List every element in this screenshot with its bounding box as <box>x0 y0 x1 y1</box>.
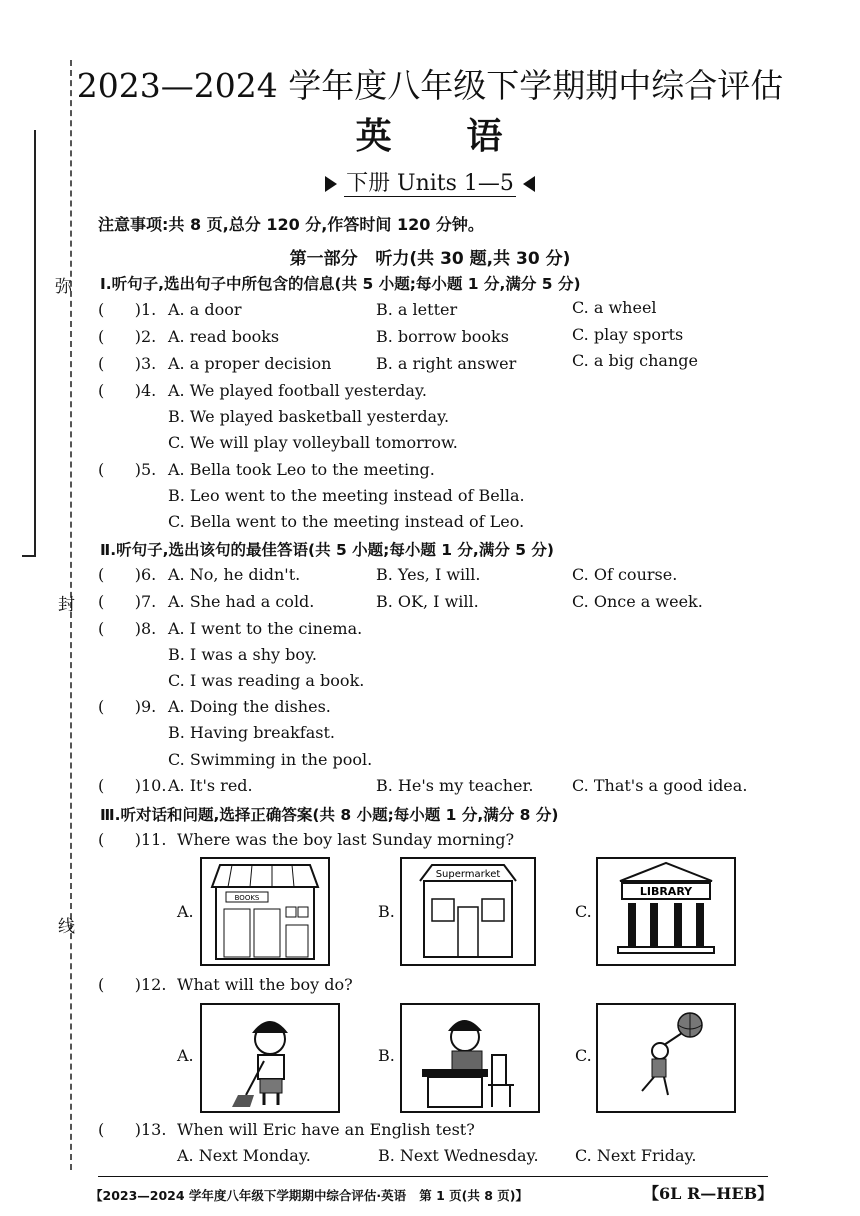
q5-number: ( )5. <box>98 460 157 479</box>
margin-char-feng: 封 <box>58 595 75 615</box>
subject-title: 英 语 <box>355 115 505 157</box>
section2-title: Ⅱ.听句子,选出该句的最佳答语(共 5 小题;每小题 1 分,满分 5 分) <box>100 541 554 559</box>
q2-number: ( )2. <box>98 327 157 346</box>
library-icon <box>598 859 734 964</box>
q2-option-b: B. borrow books <box>376 327 509 346</box>
part1-title: 第一部分 听力(共 30 题,共 30 分) <box>289 249 571 269</box>
q8-number: ( )8. <box>98 619 157 638</box>
q13-option-c: C. Next Friday. <box>575 1146 697 1165</box>
q10-option-b: B. He's my teacher. <box>376 776 534 795</box>
q11-image-a <box>200 857 330 966</box>
q7-option-b: B. OK, I will. <box>376 592 479 611</box>
cut-line <box>70 60 72 1170</box>
q11-label-b: B. <box>378 902 395 921</box>
q11-label-a: A. <box>177 902 194 921</box>
q12-image-a <box>200 1003 340 1113</box>
footer-rule <box>98 1176 768 1177</box>
q12-label-b: B. <box>378 1046 395 1065</box>
binding-tick <box>22 555 36 557</box>
q12-label-a: A. <box>177 1046 194 1065</box>
footer-text: 【2023—2024 学年度八年级下学期期中综合评估·英语 第 1 页(共 8 页)】 <box>90 1188 528 1203</box>
q7-option-c: C. Once a week. <box>572 592 703 611</box>
q11-question: Where was the boy last Sunday morning? <box>177 830 515 849</box>
supermarket-sign: Supermarket <box>435 869 501 880</box>
scope-text: 下册 Units 1—5 <box>346 171 514 196</box>
q4-option-b: B. We played basketball yesterday. <box>168 407 450 426</box>
q8-option-b: B. I was a shy boy. <box>168 645 318 664</box>
q11-number: ( )11. <box>98 830 167 849</box>
supermarket-icon <box>402 859 534 964</box>
q9-number: ( )9. <box>98 697 157 716</box>
q1-option-a: A. a door <box>168 300 242 319</box>
q9-option-b: B. Having breakfast. <box>168 723 335 742</box>
q6-option-a: A. No, he didn't. <box>168 565 301 584</box>
q11-label-c: C. <box>575 902 592 921</box>
section1-title: Ⅰ.听句子,选出句子中所包含的信息(共 5 小题;每小题 1 分,满分 5 分) <box>100 275 581 293</box>
q3-number: ( )3. <box>98 354 157 373</box>
q4-option-c: C. We will play volleyball tomorrow. <box>168 433 458 452</box>
q7-number: ( )7. <box>98 592 157 611</box>
q5-option-a: A. Bella took Leo to the meeting. <box>168 460 435 479</box>
q6-number: ( )6. <box>98 565 157 584</box>
q8-option-c: C. I was reading a book. <box>168 671 365 690</box>
q9-option-c: C. Swimming in the pool. <box>168 750 373 769</box>
q1-option-c: C. a wheel <box>572 298 657 317</box>
q7-option-a: A. She had a cold. <box>168 592 315 611</box>
margin-char-xian: 线 <box>58 917 75 937</box>
basketball-player-icon <box>598 1005 734 1111</box>
q1-number: ( )1. <box>98 300 157 319</box>
q8-option-a: A. I went to the cinema. <box>168 619 363 638</box>
q2-option-c: C. play sports <box>572 325 684 344</box>
q12-question: What will the boy do? <box>177 975 353 994</box>
notice: 注意事项:共 8 页,总分 120 分,作答时间 120 分钟。 <box>98 215 484 234</box>
q12-number: ( )12. <box>98 975 167 994</box>
q9-option-a: A. Doing the dishes. <box>168 697 331 716</box>
q2-option-a: A. read books <box>168 327 280 346</box>
q11-image-c <box>596 857 736 966</box>
q5-option-c: C. Bella went to the meeting instead of Leo. <box>168 512 525 531</box>
paper-code: 【6L R—HEB】 <box>643 1184 774 1203</box>
q10-option-c: C. That's a good idea. <box>572 776 748 795</box>
q4-option-a: A. We played football yesterday. <box>168 381 427 400</box>
q10-number: ( )10. <box>98 776 167 795</box>
sweeping-boy-icon <box>202 1005 338 1111</box>
q6-option-c: C. Of course. <box>572 565 678 584</box>
q13-number: ( )13. <box>98 1120 167 1139</box>
q4-number: ( )4. <box>98 381 157 400</box>
q3-option-c: C. a big change <box>572 351 698 370</box>
triangle-right-icon <box>325 176 337 192</box>
q1-option-b: B. a letter <box>376 300 458 319</box>
q13-question: When will Eric have an English test? <box>177 1120 475 1139</box>
q12-image-b <box>400 1003 540 1113</box>
q5-option-b: B. Leo went to the meeting instead of Bella. <box>168 486 525 505</box>
q12-label-c: C. <box>575 1046 592 1065</box>
q13-option-a: A. Next Monday. <box>177 1146 311 1165</box>
margin-char-mi: 弥 <box>55 277 72 297</box>
q12-image-c <box>596 1003 736 1113</box>
q11-image-b <box>400 857 536 966</box>
q10-option-a: A. It's red. <box>168 776 253 795</box>
q6-option-b: B. Yes, I will. <box>376 565 481 584</box>
library-sign: LIBRARY <box>639 885 693 898</box>
exam-title: 2023—2024 学年度八年级下学期期中综合评估 <box>76 66 784 105</box>
bookstore-sign: BOOKS <box>234 894 260 902</box>
triangle-left-icon <box>523 176 535 192</box>
writing-boy-icon <box>402 1005 538 1111</box>
q13-option-b: B. Next Wednesday. <box>378 1146 539 1165</box>
q3-option-b: B. a right answer <box>376 354 517 373</box>
scope-line <box>0 166 860 197</box>
bookstore-icon <box>202 859 328 964</box>
q3-option-a: A. a proper decision <box>168 354 332 373</box>
section3-title: Ⅲ.听对话和问题,选择正确答案(共 8 小题;每小题 1 分,满分 8 分) <box>100 806 559 824</box>
